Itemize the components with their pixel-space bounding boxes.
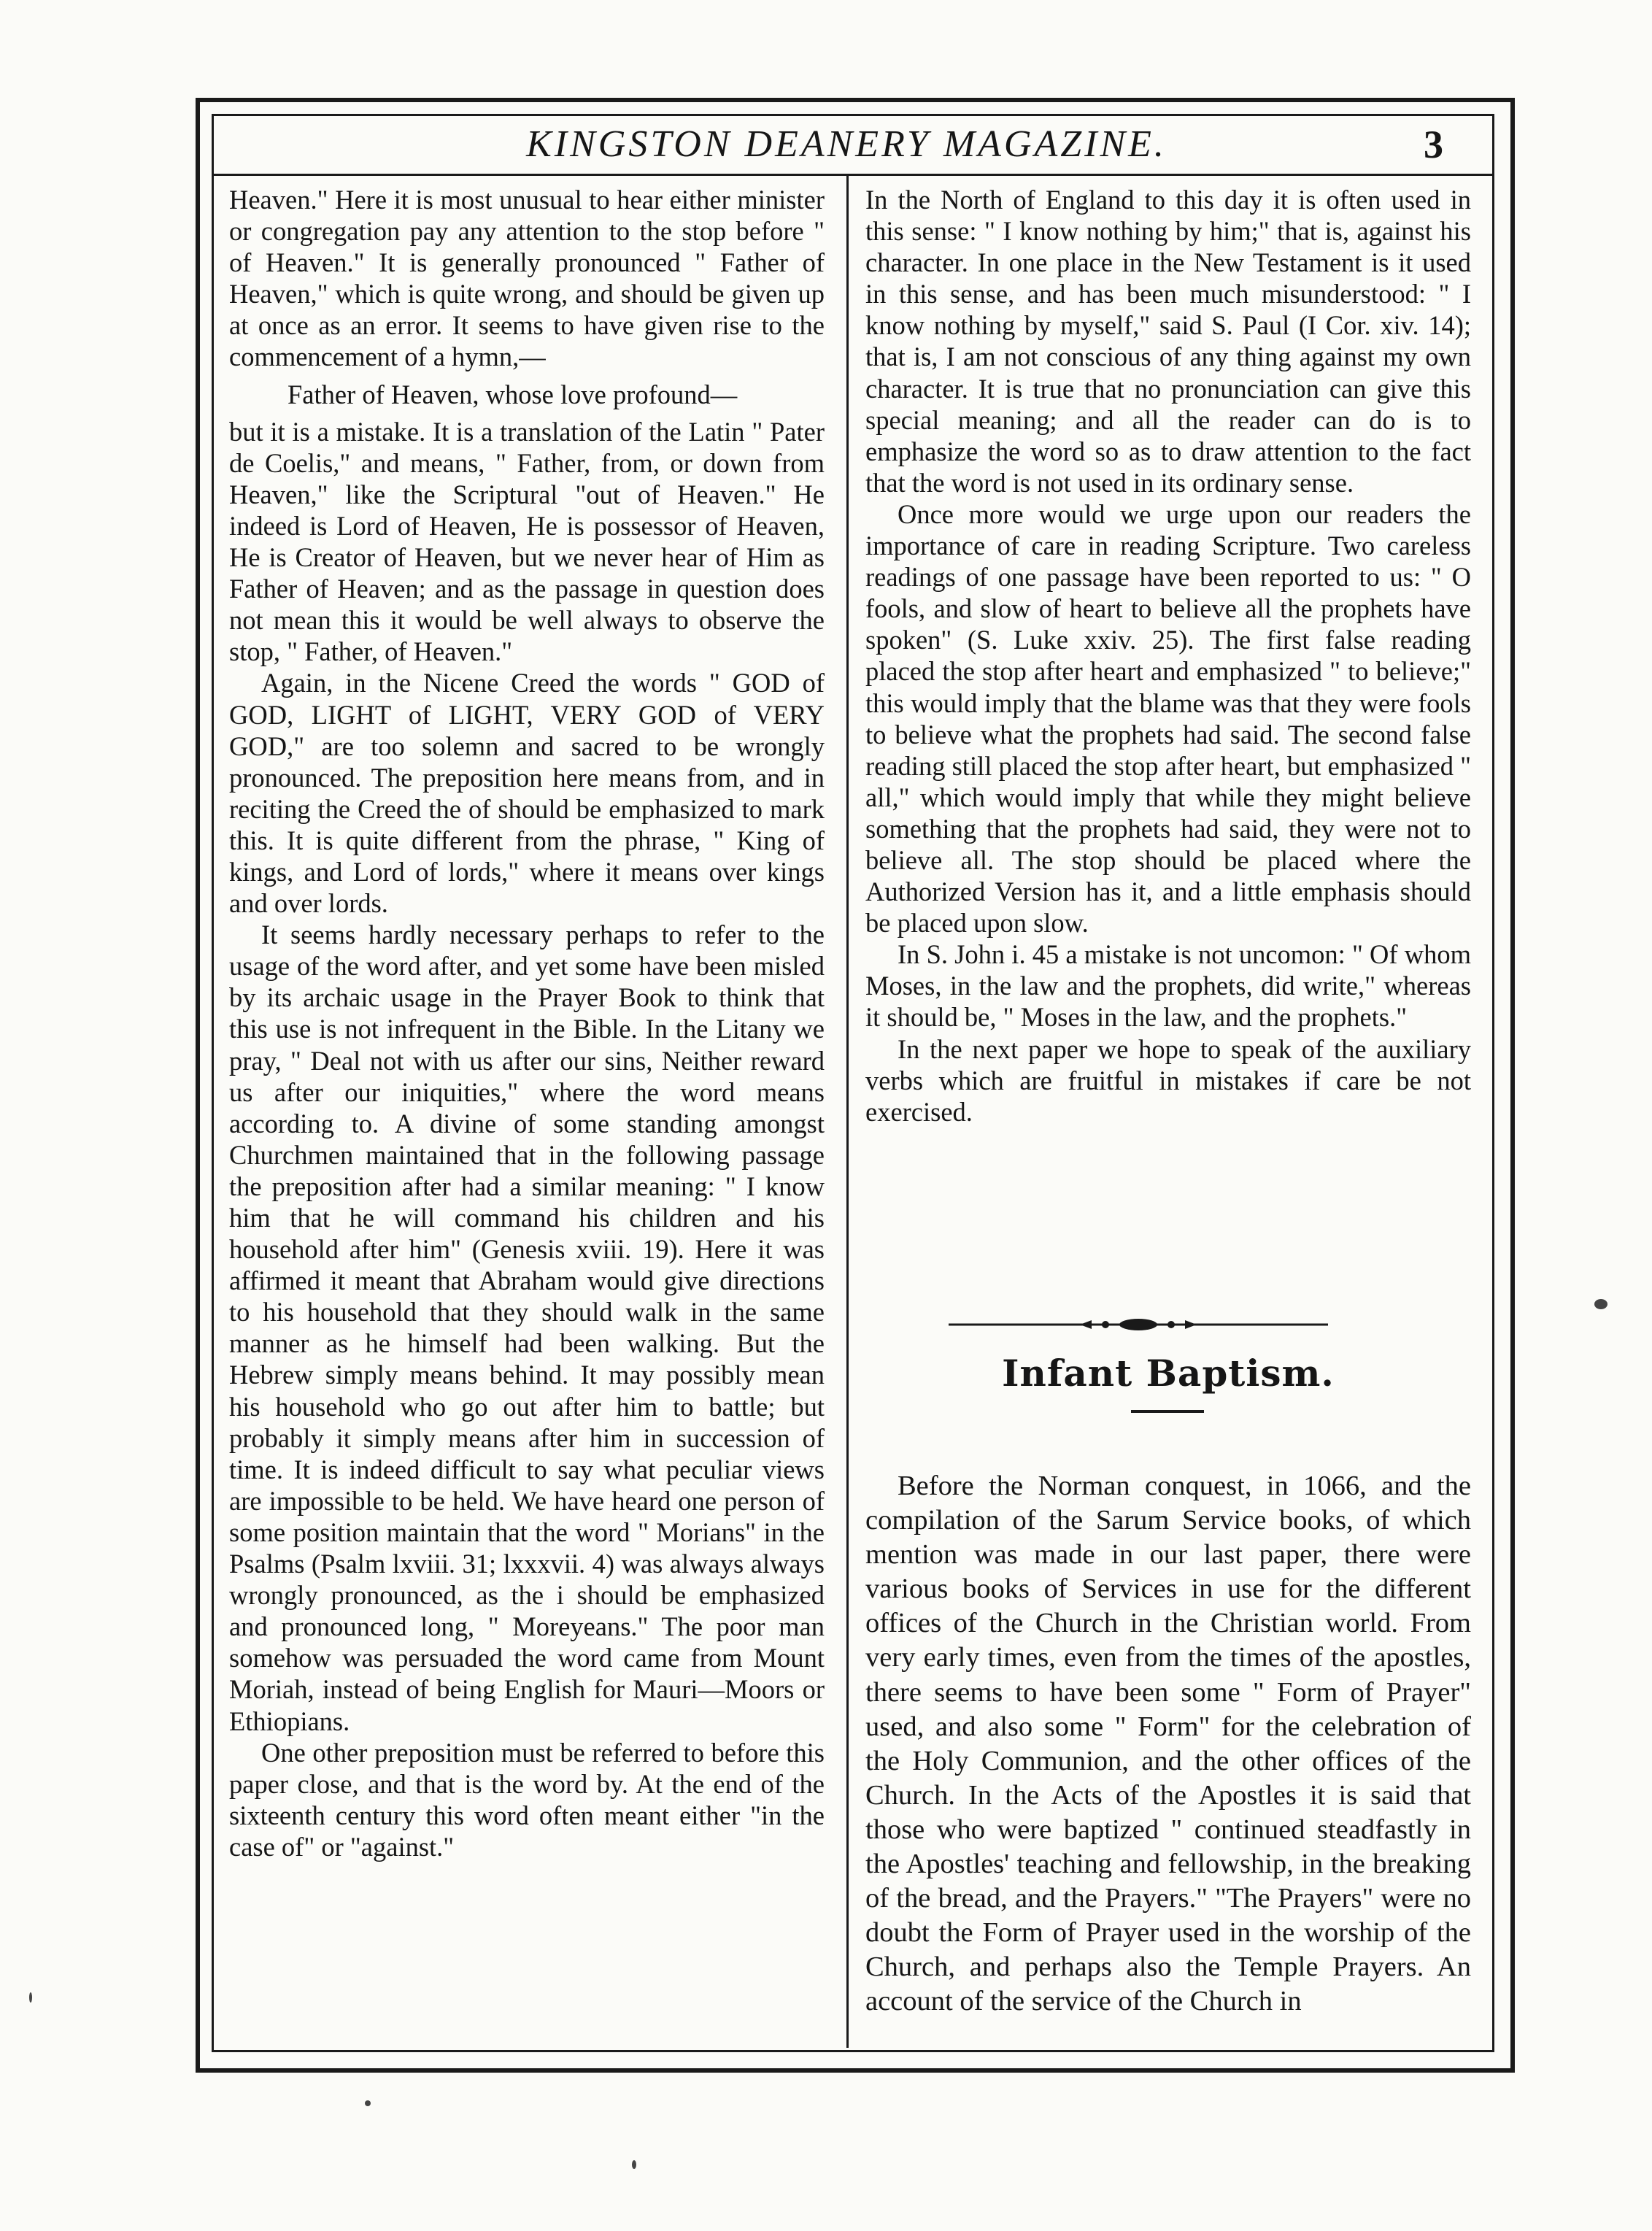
left-paragraph-1: Heaven." Here it is most unusual to hear either minister or congregation pay any attention to the stop before " of Heaven." It is generally pronounced " Father of Heaven," which is quite wrong, and should be given up at once as an error. It seems to have given rise to the commencement of a hymn,— (229, 185, 825, 372)
right-paragraph-5: Before the Norman conquest, in 1066, and the compilation of the Sarum Service books, of which mention was made in our last paper, there were various books of Services in use for the different offices of the Church in the Christian world. From very early times, even from the times of the apostles, there seems to have been some " Form of Prayer" used, and also some " Form" for the celebration of the Holy Communion, and the other offices of the Church. In the Acts of the Apostles it is said that those who were baptized " continued steadfastly in the Apostles' teaching and fellowship, in the breaking of the bread, and the Prayers." "The Prayers" were no doubt the Form of Prayer used in the worship of the Church, and perhaps also the Temple Prayers. An account of the service of the Church in (865, 1471, 1471, 2017)
right-paragraph-4: In the next paper we hope to speak of the auxiliary verbs which are fruitful in mistakes if care be not exercised. (865, 1033, 1471, 1127)
header-rule (212, 174, 1492, 176)
column-divider (846, 176, 849, 2048)
page-number: 3 (1424, 123, 1443, 166)
right-column (865, 184, 1471, 1128)
running-title: KINGSTON DEANERY MAGAZINE. (526, 123, 1167, 165)
margin-speck (29, 1992, 32, 2003)
left-paragraph-3: Again, in the Nicene Creed the words " GOD of GOD, LIGHT of LIGHT, VERY GOD of VERY GOD," are too solemn and sacred to be wrongly pronounced. The preposition here means from, and in reciting the Creed the of should be emphasized to mark this. It is quite different from the phrase, " King of kings, and Lord of lords," where it means over kings and over lords. (229, 668, 825, 919)
left-paragraph-5: One other preposition must be referred to before this paper close, and that is the word by. At the end of the sixteenth century this word often meant either "in the case of" or "against." (229, 1737, 825, 1862)
margin-speck (632, 2160, 636, 2169)
hymn-verse: Father of Heaven, whose love profound— (287, 379, 738, 409)
right-paragraph-2: Once more would we urge upon our readers the importance of care in reading Scripture. Two careless readings of one passage have been reported to us: " O fools, and slow of heart to believe all the prophets have spoken" (S. Luke xxiv. 25). The first false reading placed the stop after heart and emphasized " to believe;" this would imply that the blame was that they were fools to believe what the prophets had said. The second false reading still placed the stop after heart, but emphasized " all," which would imply that while they might believe something that the prophets had said, they were not to believe all. The stop should be placed where the Authorized Version has it, and a little emphasis should be placed upon slow. (865, 498, 1471, 939)
left-column (229, 184, 825, 1862)
left-paragraph-4: It seems hardly necessary perhaps to refer to the usage of the word after, and yet some have been misled by its archaic usage in the Prayer Book to think that this use is not infrequent in the Bible. In the Litany we pray, " Deal not with us after our sins, Neither reward us after our iniquities," where the word means according to. A divine of some standing amongst Churchmen maintained that in the following passage the preposition after had a similar meaning: " I know him that he will command his children and his household after him" (Genesis xviii. 19). Here it was affirmed it meant that Abraham would give directions to his household that they should walk in the same manner as he himself had been walking. But the Hebrew simply means behind. It may possibly mean his household who go out after him to battle; but probably it simply means after him in succession of time. It is indeed difficult to say what peculiar views are impossible to be held. We have heard one person of some position maintain that the word " Morians" in the Psalms (Psalm lxviii. 31; lxxxvii. 4) was always always wrongly pronounced, as the i should be emphasized and pronounced long, " Moreyeans." The poor man somehow was persuaded the word came from Mount Moriah, instead of being English for Mauri—Moors or Ethiopians. (229, 920, 825, 1736)
right-paragraph-3: In S. John i. 45 a mistake is not uncomon: " Of whom Moses, in the law and the prophets, did write," whereas it should be, " Moses in the law, and the prophets." (865, 939, 1471, 1033)
right-paragraph-1: In the North of England to this day it is often used in this sense: " I know nothing by him;" that is, against his character. In one place in the New Testament is it used in this sense, and has been much misunderstood: " I know nothing by myself," said S. Paul (I Cor. xiv. 14); that is, I am not conscious of any thing against my own character. It is true that no pronunciation can give this special meaning; and all the reader can do is to emphasize the word so as to draw attention to the fact that the word is not used in its ordinary sense. (865, 185, 1471, 498)
section-ornament (949, 1317, 1328, 1332)
margin-blot (1594, 1299, 1607, 1309)
left-paragraph-2: but it is a mistake. It is a translation of the Latin " Pater de Coelis," and means, " Father, from, or down from Heaven," like the Scriptural "out of Heaven." He indeed is Lord of Heaven, He is possessor of Heaven, He is Creator of Heaven, but we never hear of Him as Father of Heaven; and as the passage in question does not mean this it would be well always to observe the stop, " Father, of Heaven." (229, 416, 825, 667)
heading-underline (1131, 1410, 1204, 1413)
margin-speck (365, 2100, 371, 2106)
infant-baptism-text (865, 1469, 1471, 2019)
section-heading: Infant Baptism. (1002, 1352, 1335, 1395)
